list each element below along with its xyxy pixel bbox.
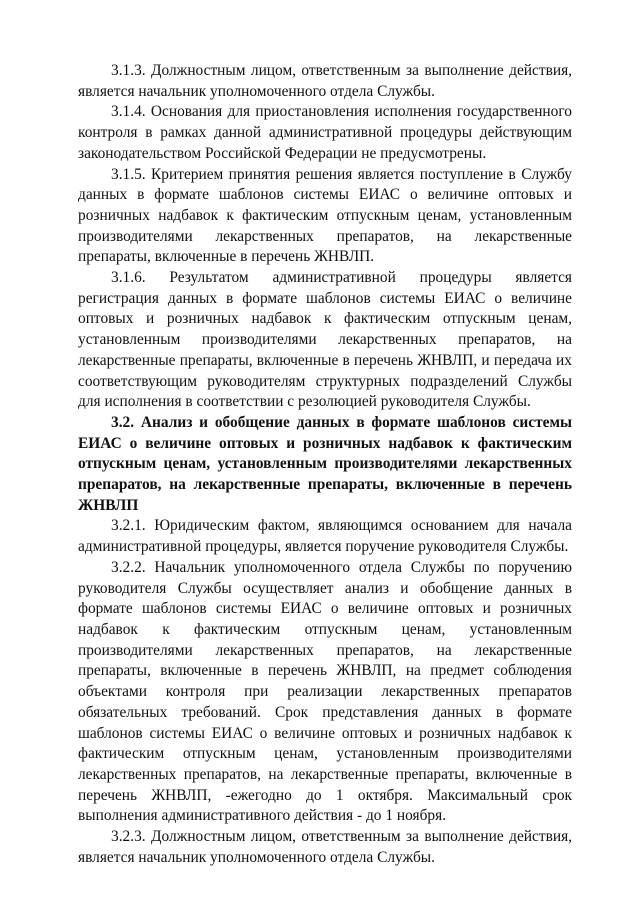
paragraph-3-1-4: 3.1.4. Основания для приостановления исполнения государственного контроля в рамках данной административной процедуры действующим законодательством Российской Федерации не предусмотрены. [78,103,572,162]
paragraph-3-2-3: 3.2.3. Должностным лицом, ответственным за выполнение действия, является начальник уполномоченного отдела Службы. [78,828,572,866]
paragraph-3-2-2: 3.2.2. Начальник уполномоченного отдела Службы по поручению руководителя Службы осуществляет анализ и обобщение данных в формате шаблонов системы ЕИАС о величине оптовых и розничных надбавок к фактическим отпускным ценам, установленным производителями лекарственных препаратов, на лекарственные препараты, включенные в перечень ЖНВЛП, на предмет соблюдения объектами контроля при реализации лекарственных препаратов обязательных требований. Срок представления данных в формате шаблонов системы ЕИАС о величине оптовых и розничных надбавок к фактическим отпускным ценам, установленным производителями лекарственных препаратов, на лекарственные препараты, включенные в перечень ЖНВЛП, -ежегодно до 1 октября. Максимальный срок выполнения административного действия - до 1 ноября. [78,558,572,825]
document-body [78,61,572,868]
paragraph-3-2-1: 3.2.1. Юридическим фактом, являющимся основанием для начала административной процедуры, является поручение руководителя Службы. [78,517,572,556]
paragraph-3-1-5: 3.1.5. Критерием принятия решения является поступление в Службу данных в формате шаблонов системы ЕИАС о величине оптовых и розничных надбавок к фактическим отпускным ценам, установленным производителями лекарственных препаратов, на лекарственные препараты, включенные в перечень ЖНВЛП. [78,165,572,266]
paragraph-3-1-3: 3.1.3. Должностным лицом, ответственным за выполнение действия, является начальник уполномоченного отдела Службы. [78,62,572,100]
paragraph-3-1-6: 3.1.6. Результатом административной процедуры является регистрация данных в формате шаблонов системы ЕИАС о величине оптовых и розничных надбавок к фактическим отпускным ценам, установленным производителями лекарственных препаратов, на лекарственные препараты, включенные в перечень ЖНВЛП, и передача их соответствующим руководителям структурных подразделений Службы для исполнения в соответствии с резолюцией руководителя Службы. [78,269,572,411]
section-heading-3-2: 3.2. Анализ и обобщение данных в формате шаблонов системы ЕИАС о величине оптовых и розничных надбавок к фактическим отпускным ценам, установленным производителями лекарственных препаратов, на лекарственные препараты, включенные в перечень ЖНВЛП [78,413,572,514]
